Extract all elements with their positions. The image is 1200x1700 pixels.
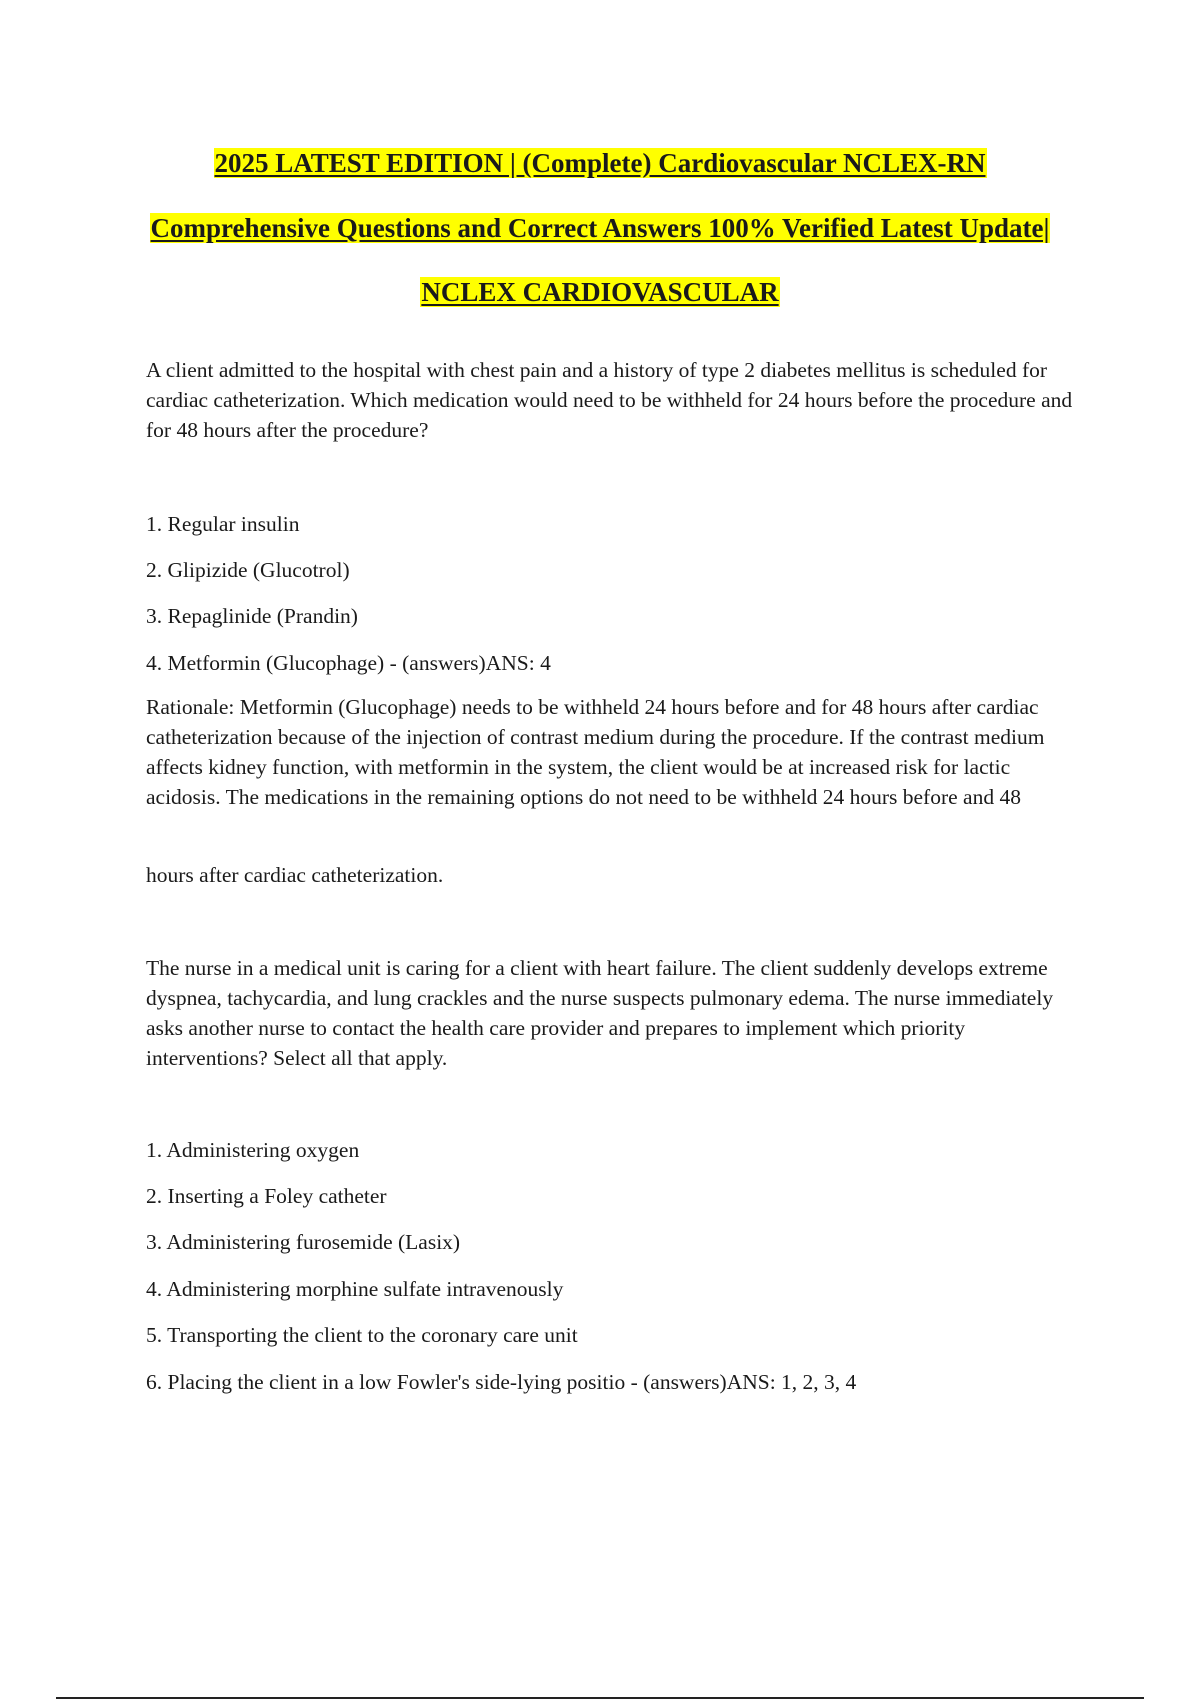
question-2-option-2: 2. Inserting a Foley catheter [146,1184,387,1208]
question-2-option-3: 3. Administering furosemide (Lasix) [146,1230,461,1254]
question-2-stem: The nurse in a medical unit is caring for a client with heart failure. The client suddenly develops extreme dyspnea, tachycardia, and lung crackles and the nurse suspects pulmonary edema. The nurse immediately asks another nurse to contact the health care provider and prepares to implement which priority interventions? Select all that apply. [146,956,1054,1070]
title-line-2-text: Comprehensive Questions and Correct Answers 100% Verified Latest Update| [150,213,1050,243]
title-line-1 [0,146,1200,180]
question-1-option-2: 2. Glipizide (Glucotrol) [146,558,350,582]
question-1-stem: A client admitted to the hospital with chest pain and a history of type 2 diabetes mellitus is scheduled for cardiac catheterization. Which medication would need to be withheld for 24 hours before the procedure and for 48 hours after the procedure? [146,358,1073,442]
question-2-option-5: 5. Transporting the client to the coronary care unit [146,1323,578,1347]
title-line-3 [0,275,1200,309]
title-line-1-text: 2025 LATEST EDITION | (Complete) Cardiovascular NCLEX-RN [214,148,986,178]
question-2-option-1: 1. Administering oxygen [146,1138,360,1162]
question-1-rationale-continued: hours after cardiac catheterization. [146,863,444,887]
question-1-option-3: 3. Repaglinide (Prandin) [146,604,358,628]
question-1-rationale: Rationale: Metformin (Glucophage) needs to be withheld 24 hours before and for 48 hours after cardiac catheterization because of the injection of contrast medium during the procedure. If the contrast medium affects kidney function, with metformin in the system, the client would be at increased risk for lactic acidosis. The medications in the remaining options do not need to be withheld 24 hours before and 48 [146,695,1045,809]
question-2-option-6: 6. Placing the client in a low Fowler's side-lying positio - (answers)ANS: 1, 2, 3, 4 [146,1370,857,1394]
title-line-3-text: NCLEX CARDIOVASCULAR [421,277,779,307]
title-line-2 [0,211,1200,245]
question-1-option-4: 4. Metformin (Glucophage) - (answers)ANS: 4 [146,651,551,675]
question-2-option-4: 4. Administering morphine sulfate intravenously [146,1277,564,1301]
bottom-divider [56,1697,1144,1699]
question-1-option-1: 1. Regular insulin [146,512,300,536]
